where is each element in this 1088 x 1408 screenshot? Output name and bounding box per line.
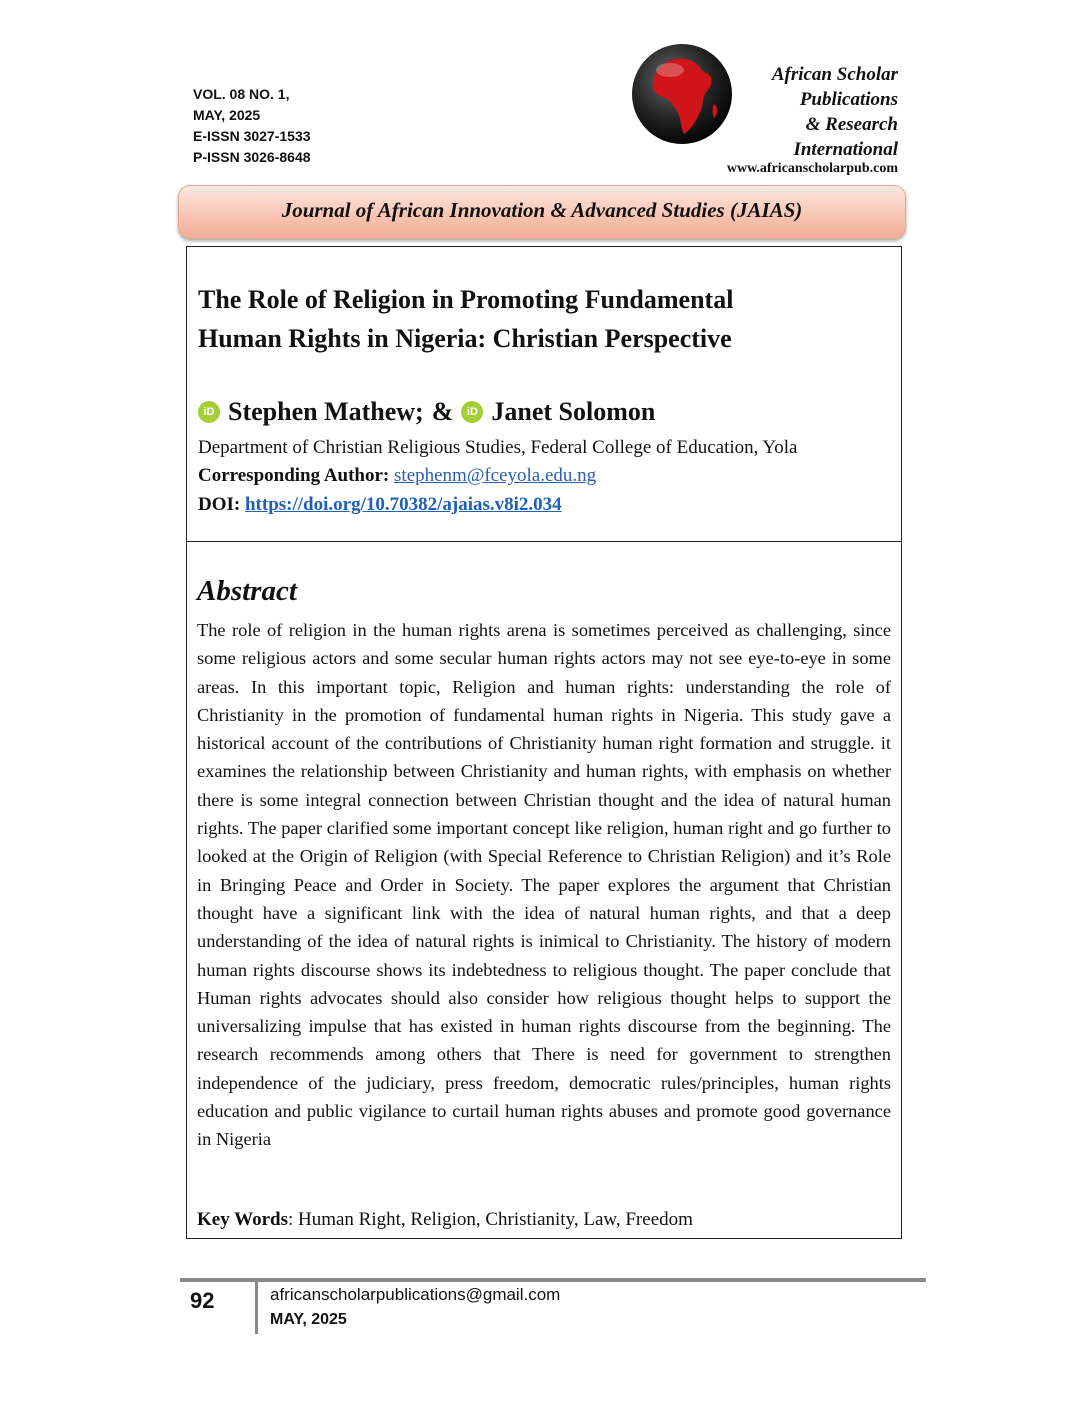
journal-issue-info bbox=[193, 84, 311, 168]
author-name: Stephen Mathew; bbox=[228, 397, 424, 426]
paper-title bbox=[198, 280, 733, 358]
eissn: E-ISSN 3027-1533 bbox=[193, 128, 311, 144]
paper-title-line: Human Rights in Nigeria: Christian Perspective bbox=[198, 324, 732, 353]
author-affiliation: Department of Christian Religious Studies, Federal College of Education, Yola bbox=[198, 437, 798, 458]
publisher-line: African Scholar bbox=[771, 64, 898, 85]
footer-rule bbox=[180, 1278, 926, 1282]
footer-date: MAY, 2025 bbox=[270, 1311, 347, 1328]
corresponding-label: Corresponding Author: bbox=[198, 465, 390, 486]
author-name: Janet Solomon bbox=[491, 397, 656, 426]
orcid-icon[interactable]: iD bbox=[198, 401, 220, 423]
author-separator: & bbox=[431, 397, 454, 426]
page-number: 92 bbox=[190, 1288, 215, 1313]
doi bbox=[198, 494, 562, 516]
abstract-text: The role of religion in the human rights arena is sometimes perceived as challenging, since some religious actors and some secular human rights actors may not see eye-to-eye in some areas. In this important topic, Religion and human rights: understanding the role of Christianity in the promotion of fundamental human rights in Nigeria. This study gave a historical account of the contributions of Christianity human right formation and struggle. it examines the relationship between Christianity and human rights, with emphasis on whether there is some integral connection between Christian thought and the idea of natural human rights. The paper clarified some important concept like religion, human right and go further to looked at the Origin of Religion (with Special Reference to Christian Religion) and it’s Role in Bringing Peace and Order in Society. The paper explores the argument that Christian thought have a significant link with the idea of natural human rights, and that a deep understanding of the idea of natural rights is inimical to Christianity. The history of modern human rights discourse shows its indebtedness to religious thought. The paper conclude that Human rights advocates should also consider how religious thought helps to support the universalizing impulse that has existed in human rights discourse from the beginning. The research recommends among others that There is need for government to strengthen independence of the judiciary, press freedom, democratic rules/principles, human rights education and public vigilance to curtail human rights abuses and promote good governance in Nigeria bbox=[197, 620, 891, 1150]
keywords-label: Key Words bbox=[197, 1209, 288, 1230]
keywords bbox=[197, 1209, 693, 1231]
publisher-line: Publications bbox=[799, 89, 898, 110]
footer-email[interactable]: africanscholarpublications@gmail.com bbox=[270, 1285, 561, 1304]
volume-number: VOL. 08 NO. 1, bbox=[193, 86, 290, 102]
publisher-website[interactable]: www.africanscholarpub.com bbox=[726, 161, 898, 176]
doi-link[interactable]: https://doi.org/10.70382/ajaias.v8i2.034 bbox=[244, 494, 562, 515]
doi-label: DOI: bbox=[198, 494, 241, 515]
corresponding-author bbox=[198, 465, 596, 487]
journal-title: Journal of African Innovation & Advanced Studies (JAIAS) bbox=[281, 198, 803, 222]
globe-africa-icon bbox=[628, 40, 736, 148]
corresponding-email-link[interactable]: stephenm@fceyola.edu.ng bbox=[394, 465, 597, 486]
publisher-line: International bbox=[793, 139, 898, 160]
publisher-name bbox=[772, 62, 898, 162]
keywords-list: : Human Right, Religion, Christianity, Law, Freedom bbox=[287, 1209, 693, 1230]
publisher-line: & Research bbox=[805, 114, 898, 135]
footer-divider bbox=[255, 1282, 258, 1334]
orcid-icon[interactable]: iD bbox=[461, 401, 483, 423]
author-list bbox=[198, 397, 655, 427]
pissn: P-ISSN 3026-8648 bbox=[193, 149, 311, 165]
paper-title-line: The Role of Religion in Promoting Fundamental bbox=[198, 285, 734, 314]
abstract-heading: Abstract bbox=[197, 575, 297, 607]
journal-banner bbox=[178, 185, 906, 239]
issue-date: MAY, 2025 bbox=[193, 107, 261, 123]
